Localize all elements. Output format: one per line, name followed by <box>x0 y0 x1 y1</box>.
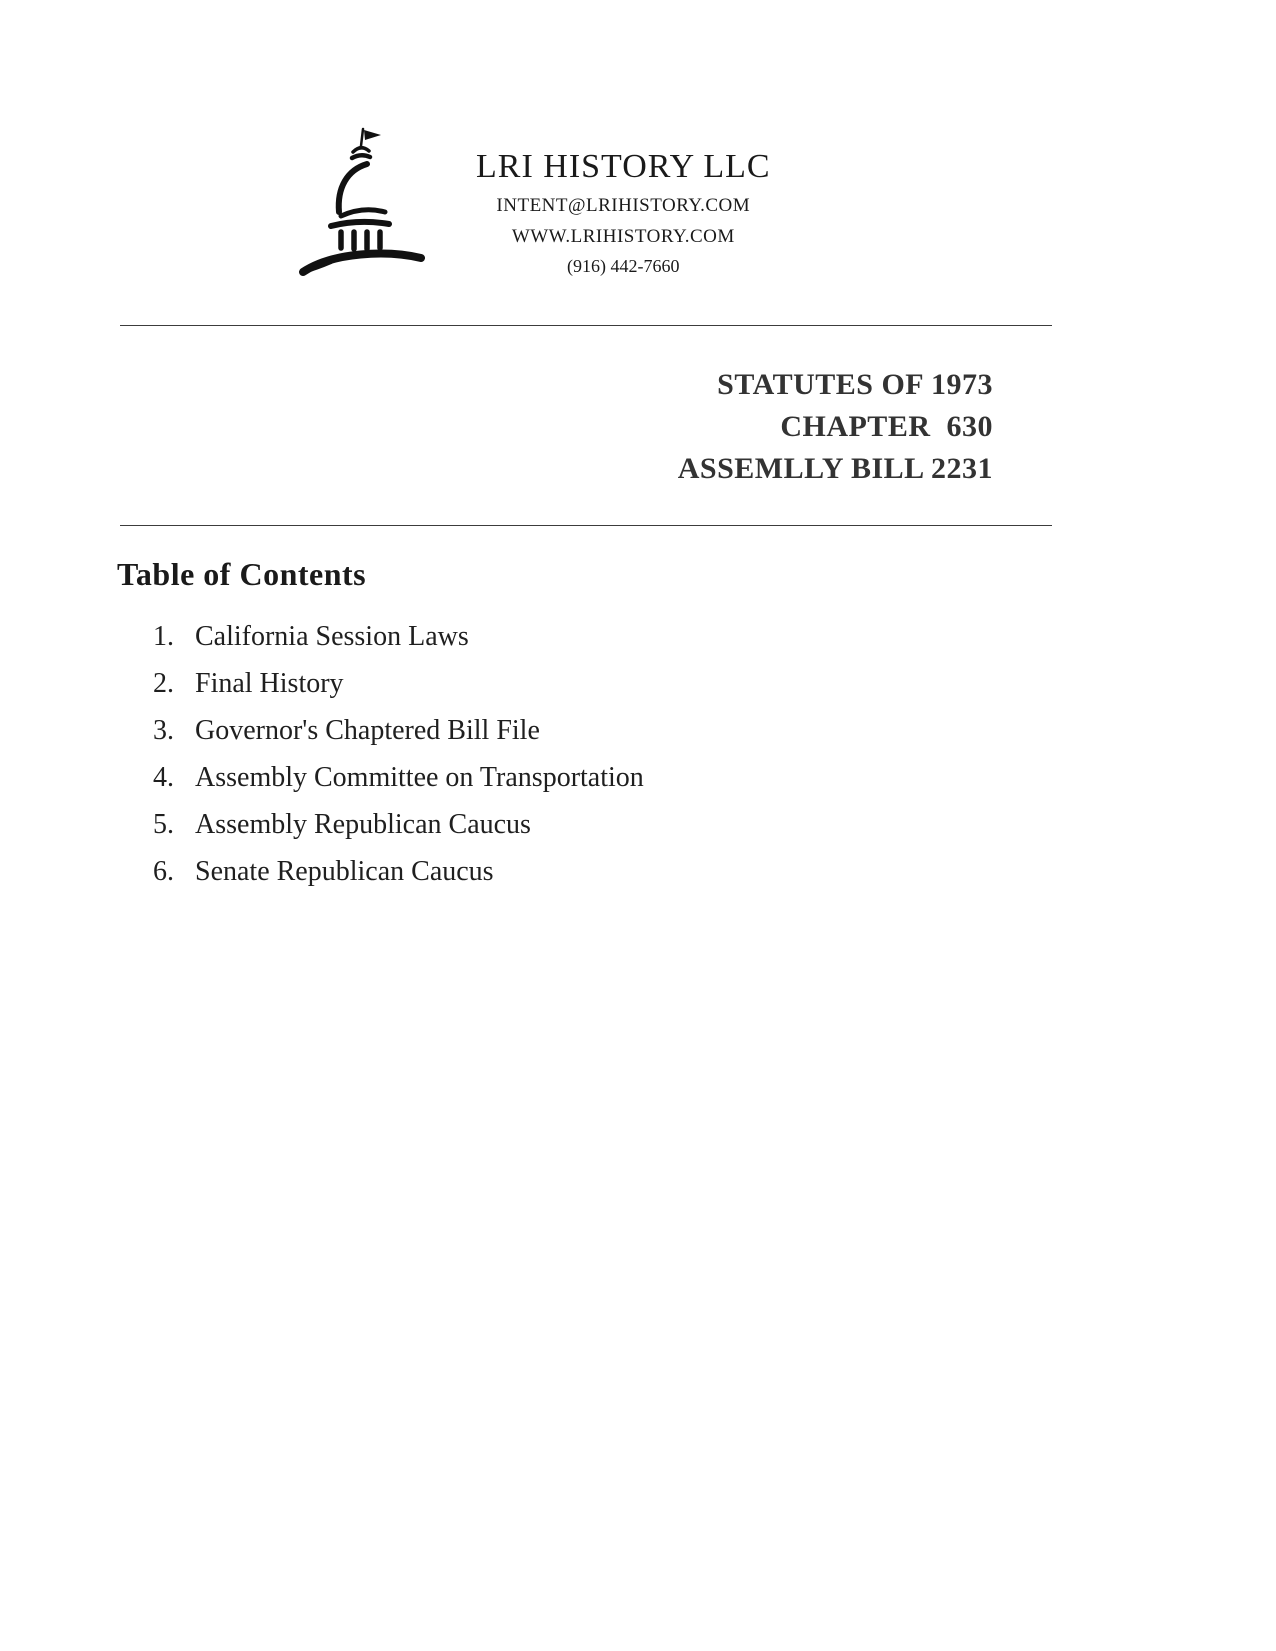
toc-item: 4. Assembly Committee on Transportation <box>181 764 1017 792</box>
assembly-bill-line: ASSEMLLY BILL 2231 <box>677 452 993 485</box>
chapter-line: CHAPTER 630 <box>780 410 993 443</box>
toc-item: 2. Final History <box>181 670 1017 698</box>
company-phone: (916) 442-7660 <box>567 256 680 276</box>
toc-heading: Table of Contents <box>117 556 367 592</box>
statute-title-block <box>120 364 993 490</box>
company-email: INTENT@LRIHISTORY.COM <box>496 195 751 216</box>
toc-item: 3. Governor's Chaptered Bill File <box>181 717 1017 745</box>
capitol-dome-logo-icon <box>296 126 428 286</box>
company-website: WWW.LRIHISTORY.COM <box>511 226 735 247</box>
document-header <box>296 126 771 286</box>
company-info-block <box>476 126 771 277</box>
toc-item: 6. Senate Republican Caucus <box>181 858 1017 886</box>
company-name: LRI HISTORY LLC <box>476 148 771 185</box>
divider-bottom <box>120 525 1052 526</box>
toc-item: 1. California Session Laws <box>181 623 1017 651</box>
statutes-year-line: STATUTES OF 1973 <box>717 368 993 401</box>
table-of-contents <box>117 556 1017 905</box>
divider-top <box>120 325 1052 326</box>
toc-list <box>117 623 1017 886</box>
toc-item: 5. Assembly Republican Caucus <box>181 811 1017 839</box>
